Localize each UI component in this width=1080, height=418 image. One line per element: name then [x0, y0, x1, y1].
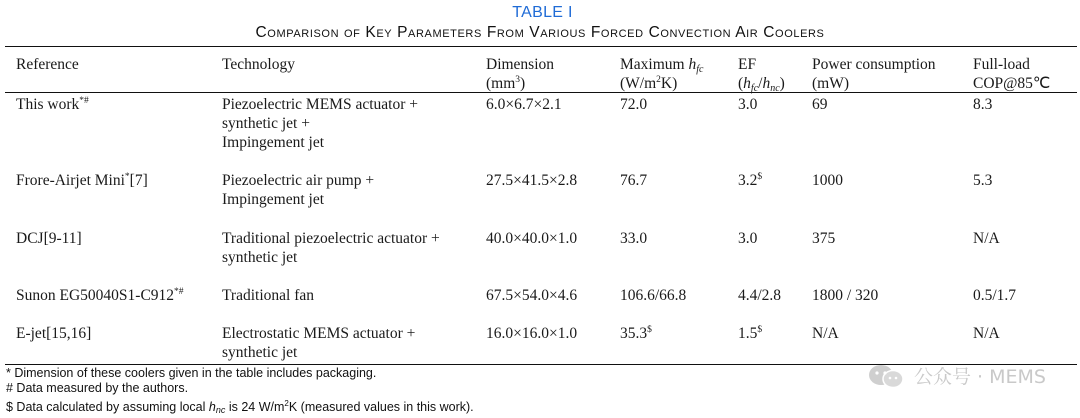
header-power — [812, 55, 936, 93]
header-power-label: Power consumption — [812, 56, 936, 73]
header-dimension — [486, 55, 554, 93]
row-dimension: 67.5×54.0×4.6 — [486, 287, 578, 304]
header-max-h-label: Maximum $h_{fc}$ — [620, 56, 704, 75]
row-reference: E-jet[15,16] — [16, 325, 92, 342]
technology-line: Piezoelectric air pump + — [222, 172, 375, 189]
table-title: Comparison of Key Parameters From Various Forced Convection Air Coolers — [255, 24, 825, 41]
row-power: 1000 — [812, 172, 843, 189]
row-dimension: 27.5×41.5×2.8 — [486, 172, 578, 189]
row-technology — [222, 95, 418, 152]
row-cop: N/A — [973, 230, 1000, 247]
header-dimension-unit: $(mm^3)$ — [486, 75, 526, 92]
header-dimension-label: Dimension — [486, 56, 555, 73]
row-ef: 3.0 — [738, 230, 758, 247]
header-ef-label: EF — [738, 56, 757, 73]
header-technology: Technology — [222, 56, 295, 73]
watermark-text: 公众号 · MEMS — [914, 366, 1046, 388]
header-cop-unit: COP@85℃ — [973, 75, 1051, 92]
header-max-h-unit: $(W/m^2K)$ — [620, 75, 678, 92]
row-reference: DCJ[9-11] — [16, 230, 82, 247]
row-ef: 4.4/2.8 — [738, 287, 782, 304]
header-ef — [738, 55, 785, 93]
row-power: N/A — [812, 325, 839, 342]
technology-line: Impingement jet — [222, 191, 325, 208]
footnote-measured: # Data measured by the authors. — [6, 381, 189, 395]
header-reference: Reference — [16, 56, 79, 73]
row-reference: Frore-Airjet Mini*[7] — [16, 172, 148, 189]
technology-line: synthetic jet — [222, 344, 298, 361]
row-ef: 1.5$ — [738, 325, 763, 342]
row-reference: This work*# — [16, 96, 89, 113]
technology-line: Piezoelectric MEMS actuator + — [222, 96, 418, 113]
wechat-logo-icon — [866, 363, 906, 389]
header-cop-label: Full-load — [973, 56, 1030, 73]
row-max-h: 106.6/66.8 — [620, 287, 687, 304]
header-ef-unit: $(h_{fc}/h_{nc})$ — [738, 75, 785, 94]
row-ef: 3.0 — [738, 96, 758, 113]
technology-line: Impingement jet — [222, 134, 325, 151]
row-technology — [222, 229, 440, 267]
technology-line: Traditional fan — [222, 287, 314, 304]
row-cop: N/A — [973, 325, 1000, 342]
row-ef: 3.2$ — [738, 172, 763, 189]
row-power: 1800 / 320 — [812, 287, 879, 304]
top-rule — [5, 46, 1077, 47]
row-technology — [222, 286, 314, 305]
row-cop: 5.3 — [973, 172, 993, 189]
technology-line: synthetic jet — [222, 249, 298, 266]
watermark — [866, 362, 1046, 389]
header-cop — [973, 55, 1050, 93]
row-dimension: 6.0×6.7×2.1 — [486, 96, 562, 113]
row-dimension: 16.0×16.0×1.0 — [486, 325, 578, 342]
technology-line: synthetic jet + — [222, 115, 310, 132]
header-power-unit: (mW) — [812, 75, 850, 92]
header-max-h — [620, 55, 703, 93]
table-number: TABLE I — [512, 4, 573, 21]
row-max-h: 35.3$ — [620, 325, 652, 342]
technology-line: Traditional piezoelectric actuator + — [222, 230, 440, 247]
row-technology — [222, 171, 374, 209]
row-power: 375 — [812, 230, 836, 247]
technology-line: Electrostatic MEMS actuator + — [222, 325, 416, 342]
row-reference: Sunon EG50040S1-C912*# — [16, 287, 184, 304]
row-technology — [222, 324, 415, 362]
row-max-h: 72.0 — [620, 96, 648, 113]
row-dimension: 40.0×40.0×1.0 — [486, 230, 578, 247]
row-max-h: 33.0 — [620, 230, 648, 247]
row-max-h: 76.7 — [620, 172, 648, 189]
footnote-packaging: * Dimension of these coolers given in the table includes packaging. — [6, 366, 377, 380]
footnote-calculated: $ Data calculated by assuming local hnc is 24 $W/m^2K$ (measured values in this work). — [6, 399, 474, 415]
row-cop: 0.5/1.7 — [973, 287, 1017, 304]
row-cop: 8.3 — [973, 96, 993, 113]
row-power: 69 — [812, 96, 828, 113]
